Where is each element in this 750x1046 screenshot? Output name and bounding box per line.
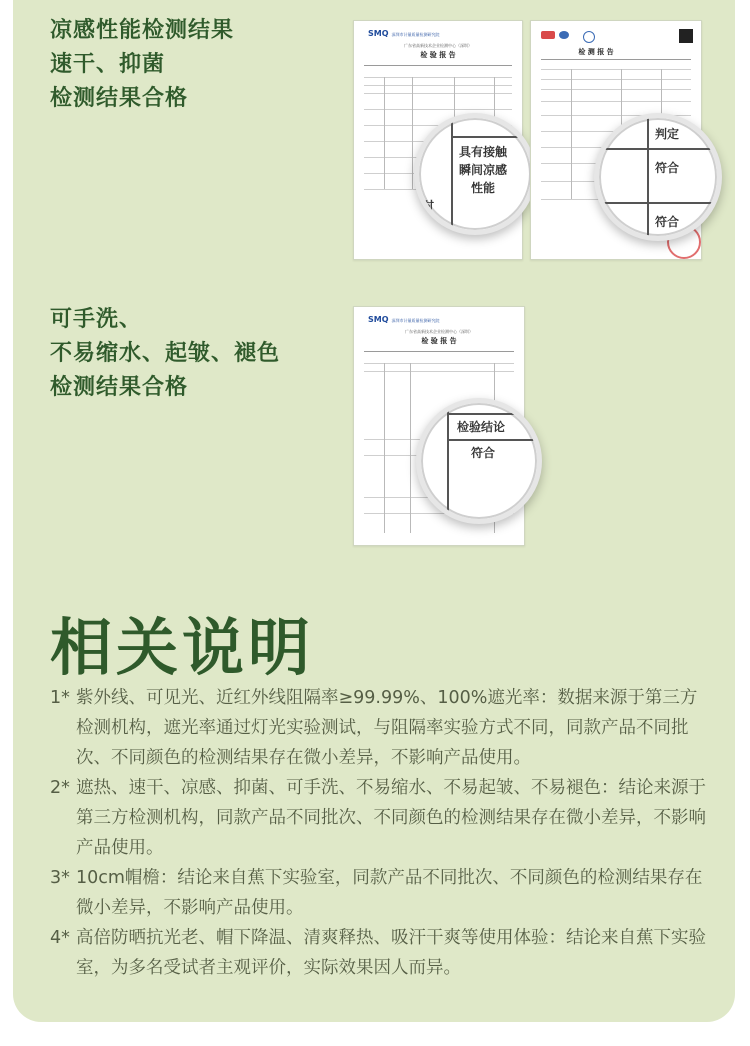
note-item [50, 683, 710, 773]
note-item [50, 863, 710, 923]
note-text: 10cm帽檐：结论来自蕉下实验室，同款产品不同批次、不同颜色的检测结果存在微小差异，不影响产品使用。 [76, 868, 703, 918]
note-item [50, 773, 710, 863]
note-number: 1* [50, 688, 70, 708]
note-number: 4* [50, 928, 70, 948]
section1-line: 速干、抑菌 [50, 52, 166, 77]
report-org-logo: SMQ 深圳市计量质量检测研究院 [368, 29, 440, 38]
mag-text-line: 具有接触 [459, 145, 508, 159]
report-title: 检 验 报 告 [420, 51, 456, 59]
mag-text-line: 性能 [471, 181, 496, 195]
explanation-notes [50, 683, 710, 983]
qr-code-icon [679, 29, 693, 43]
mag-result: 符合 [655, 161, 680, 175]
mag-result: 符合 [471, 446, 496, 460]
magnified-detail [414, 113, 536, 235]
section2-line: 不易缩水、起皱、褪色 [50, 341, 281, 366]
note-text: 紫外线、可见光、近红外线阻隔率≥99.99%、100%遮光率：数据来源于第三方检测机构，遮光率通过灯光实验测试，与阻隔率实验方式不同，同款产品不同批次、不同颜色的检测结果存在微小差异，不影响产品使用。 [76, 688, 698, 768]
ilac-logo-icon [583, 31, 595, 43]
note-number: 2* [50, 778, 70, 798]
magnified-detail [416, 398, 542, 524]
mag-result: 符合 [655, 215, 680, 229]
cnas-logo-icon [559, 31, 569, 39]
magnified-detail [594, 113, 722, 241]
note-number: 3* [50, 868, 70, 888]
report-title: 检 验 报 告 [421, 337, 457, 345]
note-text: 遮热、速干、凉感、抑菌、可手洗、不易缩水、不易起皱、不易褪色：结论来源于第三方检测机构，同款产品不同批次、不同颜色的检测结果存在微小差异，不影响产品使用。 [76, 778, 706, 858]
report-subtitle: 广东省高新技术企业检测中心（深圳） [405, 329, 473, 334]
wash-test-description [50, 303, 280, 405]
cooling-test-description [50, 14, 234, 116]
report-org-logo: SMQ 深圳市计量质量检测研究院 [368, 315, 440, 324]
section2-line: 检测结果合格 [50, 375, 189, 400]
report-subtitle: 广东省高新技术企业检测中心（深圳） [404, 43, 472, 48]
mag-judgment-label: 判定 [655, 127, 680, 141]
mag-side-text: 时 [423, 199, 434, 212]
mag-conclusion-label: 检验结论 [457, 420, 506, 434]
note-text: 高倍防晒抗光老、帽下降温、清爽释热、吸汗干爽等使用体验：结论来自蕉下实验室，为多名受试者主观评价，实际效果因人而异。 [76, 928, 706, 978]
section2-line: 可手洗、 [50, 307, 143, 332]
explanation-heading: 相关说明 [50, 611, 315, 684]
report-title: 检 测 报 告 [578, 48, 614, 56]
mag-text-line: 瞬间凉感 [459, 163, 508, 177]
cma-logo-icon [541, 31, 555, 39]
section1-line: 检测结果合格 [50, 86, 189, 111]
section1-line: 凉感性能检测结果 [50, 18, 235, 43]
note-item [50, 923, 710, 983]
